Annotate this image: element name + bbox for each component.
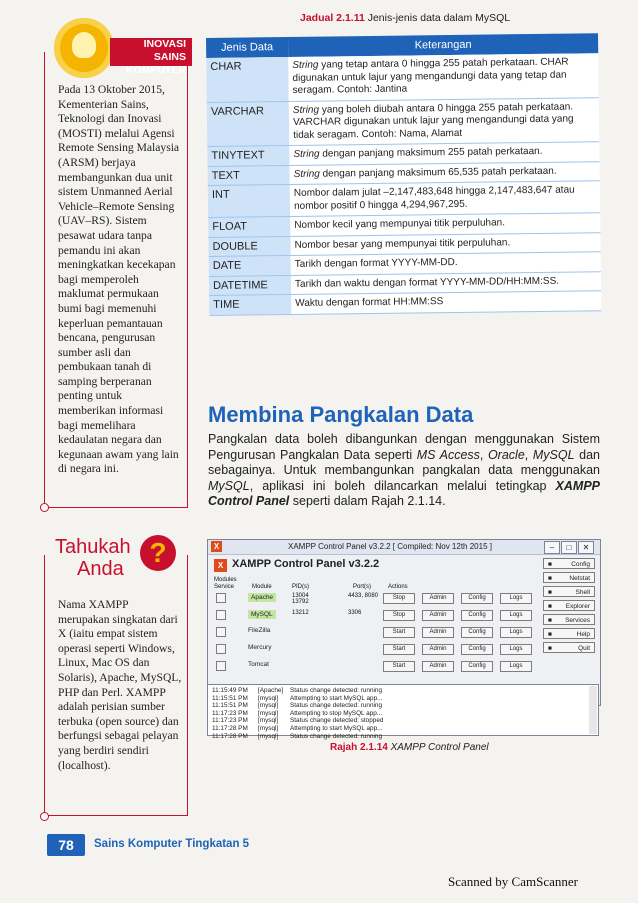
data-type-description: Nombor dalam julat –2,147,483,648 hingga 2,147,483,647 atau nombor positif 0 hingga 4,294,967,295.	[290, 181, 600, 217]
log-time: 11:15:49 PM	[212, 687, 248, 694]
log-time: 11:17:28 PM	[212, 732, 248, 740]
service-checkbox[interactable]	[216, 644, 226, 654]
log-entry	[212, 702, 594, 710]
module-name: Mercury	[248, 644, 272, 651]
close-button[interactable]: ✕	[578, 541, 594, 554]
netstat-icon: ■	[548, 575, 552, 582]
service-checkbox[interactable]	[216, 593, 226, 603]
service-checkbox[interactable]	[216, 627, 226, 637]
section-title: Membina Pangkalan Data	[208, 402, 474, 427]
modules-label: Modules	[214, 577, 237, 583]
module-name: FileZilla	[248, 627, 271, 634]
panel-header: XAMPP Control Panel v3.2.2	[232, 558, 380, 570]
module-name: MySQL	[248, 610, 276, 619]
log-time: 11:15:51 PM	[212, 694, 248, 702]
did-you-know-text: Nama XAMPP merupakan singkatan dari X (iaitu empat sistem operasi seperti Windows, Linux, Mac OS dan Solaris), Apache, MySQL, PHP dan Perl. XAMPP adalah perisian sumber terbuka (open source) dan berfungsi sebagai pelayan yang berdiri sendiri (localhost).	[58, 598, 182, 772]
question-mark-icon: ?	[140, 535, 176, 571]
log-entry	[212, 710, 594, 718]
did-you-know-title-line2: Anda	[77, 558, 124, 580]
module-column-header: Module	[252, 584, 272, 590]
help-icon: ■	[548, 631, 552, 638]
data-type-name: TEXT	[208, 165, 290, 186]
netstat-button[interactable]	[543, 572, 595, 583]
button-label: Netstat	[569, 575, 590, 582]
data-type-name: TIME	[209, 294, 291, 315]
did-you-know-title-line1: Tahukah	[55, 536, 131, 558]
table-row	[206, 53, 599, 102]
log-message: Attempting to stop MySQL app...	[290, 709, 383, 717]
data-type-description: Waktu dengan format HH:MM:SS	[291, 291, 601, 314]
module-config-button[interactable]: Config	[461, 610, 493, 621]
module-name: Apache	[248, 593, 276, 602]
data-type-name: DATE	[209, 255, 291, 276]
button-label: Config	[571, 561, 590, 568]
table-caption	[300, 12, 510, 24]
log-message: Status change detected: running	[290, 732, 383, 740]
xampp-window	[207, 539, 601, 706]
book-title: Sains Komputer Tingkatan 5	[94, 838, 250, 850]
data-type-name: FLOAT	[208, 216, 290, 237]
button-label: Shell	[575, 589, 590, 596]
module-name: Tomcat	[248, 661, 269, 668]
module-stop-button[interactable]: Stop	[383, 593, 415, 604]
data-type-description: Tarikh dan waktu dengan format YYYY-MM-DD/HH:MM:SS.	[291, 271, 601, 294]
log-panel[interactable]	[207, 684, 599, 740]
data-type-name: DOUBLE	[208, 236, 290, 257]
log-module: [mysql]	[258, 724, 279, 732]
log-scrollbar[interactable]	[589, 686, 597, 734]
module-logs-button[interactable]: Logs	[500, 610, 532, 621]
module-admin-button[interactable]: Admin	[422, 661, 454, 672]
log-message: Attempting to start MySQL app...	[290, 724, 383, 732]
quit-button[interactable]	[543, 642, 595, 653]
window-titlebar	[208, 540, 600, 555]
data-type-name: CHAR	[206, 57, 289, 102]
log-time: 11:15:51 PM	[212, 702, 248, 710]
data-types-table	[206, 33, 601, 315]
xampp-logo-icon: X	[211, 541, 222, 552]
xampp-header-logo-icon: X	[214, 559, 227, 572]
module-admin-button[interactable]: Admin	[422, 644, 454, 655]
button-label: Quit	[578, 645, 590, 652]
log-message: Attempting to start MySQL app...	[290, 694, 383, 702]
service-checkbox[interactable]	[216, 661, 226, 671]
button-label: Explorer	[565, 603, 590, 610]
module-config-button[interactable]: Config	[461, 593, 493, 604]
page-number: 78	[47, 834, 85, 856]
quit-icon: ■	[548, 645, 552, 652]
shell-button[interactable]	[543, 586, 595, 597]
module-pid: 13212	[292, 610, 309, 616]
module-admin-button[interactable]: Admin	[422, 627, 454, 638]
log-message: Status change detected: stopped	[290, 717, 384, 725]
shell-icon: ■	[548, 589, 552, 596]
module-logs-button[interactable]: Logs	[500, 661, 532, 672]
log-entry	[212, 725, 594, 733]
module-config-button[interactable]: Config	[461, 644, 493, 655]
data-type-name: INT	[208, 184, 290, 217]
actions-column-header: Actions	[388, 584, 408, 590]
config-button[interactable]	[543, 558, 595, 569]
minimize-button[interactable]: –	[544, 541, 560, 554]
explorer-button[interactable]	[543, 600, 595, 611]
log-entry	[212, 717, 594, 725]
data-type-description: String dengan panjang maksimum 65,535 patah perkataan.	[290, 161, 600, 184]
log-entry	[212, 695, 594, 703]
data-type-description: Tarikh dengan format YYYY-MM-DD.	[291, 252, 601, 275]
module-config-button[interactable]: Config	[461, 661, 493, 672]
data-type-description: Nombor kecil yang mempunyai titik perpuluhan.	[290, 213, 600, 236]
table-row	[207, 97, 600, 146]
module-logs-button[interactable]: Logs	[500, 593, 532, 604]
ports-column-header: Port(s)	[353, 584, 371, 590]
figure-caption-label: Rajah 2.1.14	[330, 742, 388, 753]
data-type-name: TINYTEXT	[207, 145, 289, 166]
config-icon: ■	[548, 561, 552, 568]
column-header-description: Keterangan	[288, 33, 598, 57]
figure-caption	[330, 742, 489, 753]
services-button[interactable]	[543, 614, 595, 625]
log-entry	[212, 733, 594, 741]
innovation-box-title: INOVASI SAINS KOMPUTER	[110, 38, 192, 66]
module-ports: 3306	[348, 610, 362, 616]
data-type-name: DATETIME	[209, 275, 291, 296]
module-start-button[interactable]: Start	[383, 627, 415, 638]
button-label: Services	[565, 617, 590, 624]
service-column-header: Service	[214, 584, 235, 590]
log-module: [mysql]	[258, 732, 279, 740]
table-caption-text: Jenis-jenis data dalam MySQL	[367, 12, 511, 24]
module-start-button[interactable]: Start	[383, 661, 415, 672]
scanner-watermark: Scanned by CamScanner	[448, 874, 578, 889]
data-type-description: String dengan panjang maksimum 255 patah perkataan.	[289, 142, 599, 165]
table-row	[208, 181, 600, 218]
data-type-description: Nombor besar yang mempunyai titik perpuluhan.	[290, 232, 600, 255]
log-module: [mysql]	[258, 717, 279, 725]
log-module: [mysql]	[258, 702, 279, 710]
maximize-button[interactable]: □	[561, 541, 577, 554]
module-logs-button[interactable]: Logs	[500, 644, 532, 655]
log-message: Status change detected: running	[290, 687, 383, 694]
log-module: [Apache]	[258, 687, 284, 694]
module-admin-button[interactable]: Admin	[422, 610, 454, 621]
log-module: [mysql]	[258, 709, 279, 717]
data-type-name: VARCHAR	[207, 101, 290, 146]
module-ports: 4433, 8080	[348, 593, 379, 599]
explorer-icon: ■	[548, 603, 552, 610]
module-stop-button[interactable]: Stop	[383, 610, 415, 621]
window-title: XAMPP Control Panel v3.2.2 [ Compiled: Nov 12th 2015 ]	[288, 542, 492, 551]
log-entry	[212, 687, 594, 695]
did-you-know-title	[55, 536, 131, 580]
data-type-description: String yang tetap antara 0 hingga 255 patah perkataan. CHAR digunakan untuk lajur yang mengandungi data yang tetap dan seragam. Contoh: Jantina	[288, 53, 599, 101]
log-time: 11:17:23 PM	[212, 709, 248, 717]
services-icon: ■	[548, 617, 552, 624]
innovation-box-text: Pada 13 Oktober 2015, Kementerian Sains, Teknologi dan Inovasi (MOSTI) melalui Agensi Remote Sensing Malaysia (ARSM) berjaya membangunkan dua unit sistem Unmanned Aerial Vehicle–Remote Sensing (UAV–RS). Sistem pesawat udara tanpa pemandu ini akan meningkatkan kecekapan bagi memperoleh maklumat permukaan bumi bagi memenuhi keperluan pemantauan bencana, pengurusan sumber asli dan pembukaan tanah di samping berperanan penting untuk memberikan informasi bagi memelihara kedaulatan negara dan kegunaan awam yang lain di negara ini.	[58, 83, 180, 476]
button-label: Help	[576, 631, 590, 638]
pid-column-header: PID(s)	[292, 584, 309, 590]
module-pid: 13004 13792	[292, 593, 309, 605]
data-type-description: String yang boleh diubah antara 0 hingga 255 patah perkataan. VARCHAR digunakan untuk lajur yang mengandungi data yang tidak seragam. Contoh: Nama, Alamat	[289, 97, 600, 145]
help-button[interactable]	[543, 628, 595, 639]
log-time: 11:17:23 PM	[212, 717, 248, 725]
section-paragraph: Pangkalan data boleh dibangunkan dengan menggunakan Sistem Pengurusan Pangkalan Data seperti MS Access, Oracle, MySQL dan sebagainya. Untuk membangunkan pangkalan data menggunakan MySQL, aplikasi ini boleh dilancarkan melalui tetingkap XAMPP Control Panel seperti dalam Rajah 2.1.14.	[208, 432, 600, 508]
module-start-button[interactable]: Start	[383, 644, 415, 655]
service-checkbox[interactable]	[216, 610, 226, 620]
table-row	[209, 291, 601, 315]
figure-caption-text: XAMPP Control Panel	[390, 742, 489, 753]
module-logs-button[interactable]: Logs	[500, 627, 532, 638]
log-time: 11:17:28 PM	[212, 724, 248, 732]
module-config-button[interactable]: Config	[461, 627, 493, 638]
bullet-dot-icon	[40, 503, 49, 512]
lightbulb-icon	[54, 18, 114, 78]
column-header-type: Jenis Data	[206, 37, 288, 58]
table-caption-label: Jadual 2.1.11	[300, 12, 365, 24]
log-message: Status change detected: running	[290, 702, 383, 710]
module-admin-button[interactable]: Admin	[422, 593, 454, 604]
bullet-dot-icon	[40, 812, 49, 821]
log-module: [mysql]	[258, 694, 279, 702]
